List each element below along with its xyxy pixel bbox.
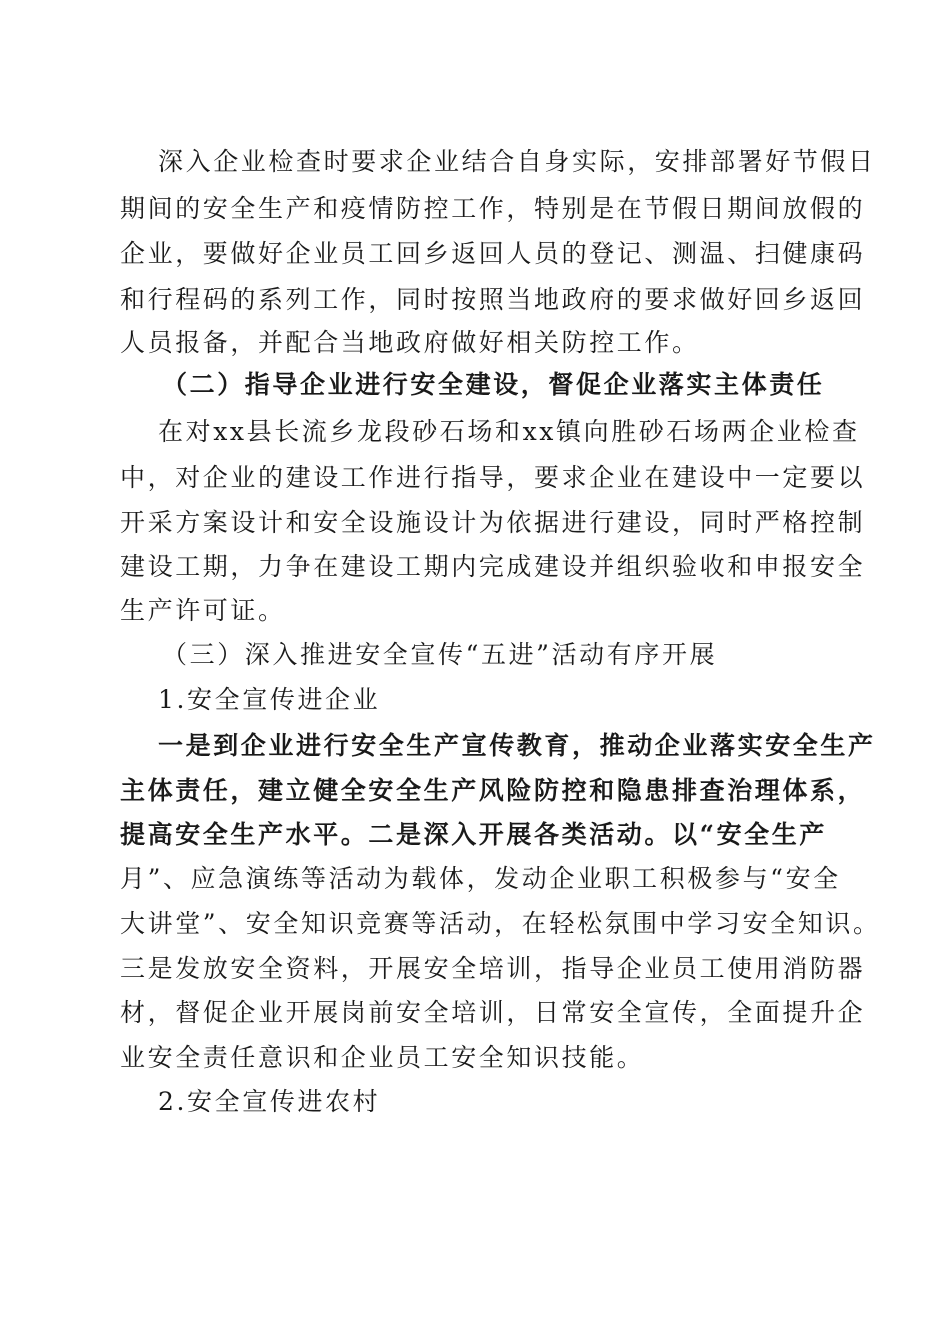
para3-line-2: 主体责任，建立健全安全生产风险防控和隐患排查治理体系， (120, 776, 866, 805)
para3-line-4: 月”、应急演练等活动为载体，发动企业职工积极参与“安全 (120, 864, 841, 893)
para3-line-3: 提高安全生产水平。二是深入开展各类活动。以“安全生产 (120, 820, 827, 849)
para2-line-4: 建设工期，力争在建设工期内完成建设并组织验收和申报安全 (120, 552, 866, 581)
section-heading-3: （三）深入推进安全宣传“五进”活动有序开展 (162, 640, 718, 669)
para3-line-6: 三是发放安全资料，开展安全培训，指导企业员工使用消防器 (120, 954, 866, 983)
para1-line-3: 企业，要做好企业员工回乡返回人员的登记、测温、扫健康码 (120, 239, 866, 268)
para2-line-5: 生产许可证。 (120, 596, 286, 625)
para3-line-5: 大讲堂”、安全知识竞赛等活动，在轻松氛围中学习安全知识。 (120, 909, 881, 938)
section-heading-2: （二）指导企业进行安全建设，督促企业落实主体责任 (162, 370, 825, 399)
para2-line-2: 中，对企业的建设工作进行指导，要求企业在建设中一定要以 (120, 463, 866, 492)
para2-line-1: 在对xx县长流乡龙段砂石场和xx镇向胜砂石场两企业检查 (158, 417, 860, 446)
para1-line-5: 人员报备，并配合当地政府做好相关防控工作。 (120, 328, 700, 357)
para3-line-1: 一是到企业进行安全生产宣传教育，推动企业落实安全生产 (158, 731, 876, 760)
para1-line-1: 深入企业检查时要求企业结合自身实际，安排部署好节假日 (158, 147, 876, 176)
subheading-1: 1.安全宣传进企业 (158, 685, 381, 714)
subheading-2: 2.安全宣传进农村 (158, 1087, 381, 1116)
para1-line-4: 和行程码的系列工作，同时按照当地政府的要求做好回乡返回 (120, 285, 866, 314)
para3-line-7: 材，督促企业开展岗前安全培训，日常安全宣传，全面提升企 (120, 998, 866, 1027)
para1-line-2: 期间的安全生产和疫情防控工作，特别是在节假日期间放假的 (120, 194, 866, 223)
para2-line-3: 开采方案设计和安全设施设计为依据进行建设，同时严格控制 (120, 508, 866, 537)
para3-line-8: 业安全责任意识和企业员工安全知识技能。 (120, 1043, 645, 1072)
